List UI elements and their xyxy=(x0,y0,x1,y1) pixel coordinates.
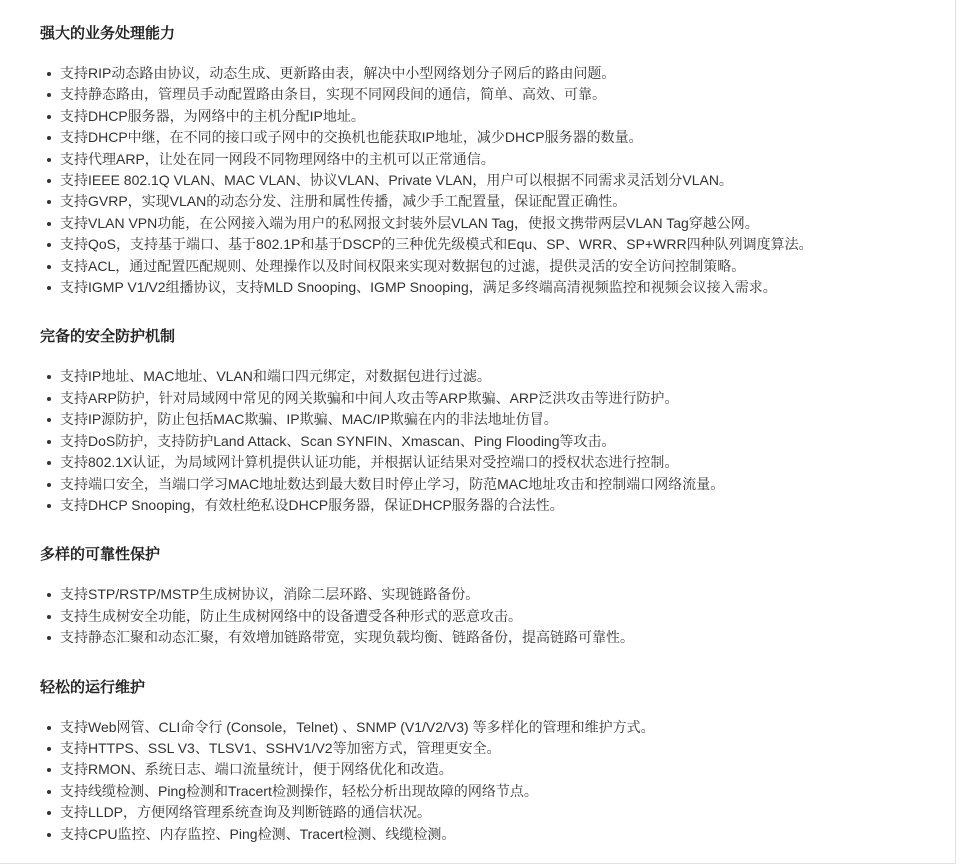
feature-item xyxy=(40,606,915,627)
feature-item xyxy=(40,127,915,148)
feature-item xyxy=(40,759,915,780)
feature-item xyxy=(40,234,915,255)
feature-item-text: 支持DHCP Snooping，有效杜绝私设DHCP服务器，保证DHCP服务器的合法性。 xyxy=(60,496,564,513)
feature-item xyxy=(40,717,915,738)
feature-item xyxy=(40,191,915,212)
bullet-icon xyxy=(47,136,51,140)
bullet-icon xyxy=(47,811,51,815)
feature-list xyxy=(40,366,915,516)
feature-item xyxy=(40,627,915,648)
feature-item-text: 支持RIP动态路由协议，动态生成、更新路由表，解决中小型网络划分子网后的路由问题。 xyxy=(60,65,616,81)
feature-item-text: 支持线缆检测、Ping检测和Tracert检测操作，轻松分析出现故障的网络节点。 xyxy=(60,782,538,799)
bullet-icon xyxy=(47,726,51,730)
feature-item-text: 支持ARP防护，针对局域网中常见的网关欺骗和中间人攻击等ARP欺骗、ARP泛洪攻击等进行防护。 xyxy=(60,389,679,406)
feature-item xyxy=(40,388,915,409)
bullet-icon xyxy=(47,222,51,226)
bullet-icon xyxy=(47,200,51,204)
feature-item xyxy=(40,584,915,605)
feature-item-text: 支持Web网管、CLI命令行 (Console，Telnet) 、SNMP (V1/V2/V3) 等多样化的管理和维护方式。 xyxy=(60,718,655,735)
bullet-icon xyxy=(47,636,51,640)
feature-item xyxy=(40,802,915,823)
feature-item-text: 支持HTTPS、SSL V3、TLSV1、SSHV1/V2等加密方式，管理更安全。 xyxy=(60,739,501,756)
bullet-icon xyxy=(47,243,51,247)
bullet-icon xyxy=(47,72,51,76)
section-title: 轻松的运行维护 xyxy=(40,678,146,696)
feature-item-text: 支持DHCP服务器，为网络中的主机分配IP地址。 xyxy=(60,107,365,124)
feature-item-text: 支持LLDP，方便网络管理系统查询及判断链路的通信状况。 xyxy=(60,804,432,821)
feature-item xyxy=(40,824,915,845)
feature-section xyxy=(40,547,915,648)
feature-section xyxy=(40,329,915,516)
feature-item-text: 支持IEEE 802.1Q VLAN、MAC VLAN、协议VLAN、Private VLAN，用户可以根据不同需求灵活划分VLAN。 xyxy=(60,172,733,189)
feature-section xyxy=(40,26,915,298)
feature-item-text: 支持STP/RSTP/MSTP生成树协议，消除二层环路、实现链路备份。 xyxy=(60,586,480,603)
feature-item xyxy=(40,277,915,298)
bullet-icon xyxy=(47,790,51,794)
bullet-icon xyxy=(47,747,51,751)
feature-list xyxy=(40,63,915,298)
feature-item-text: 支持GVRP，实现VLAN的动态分发、注册和属性传播，减少手工配置量，保证配置正确性。 xyxy=(60,193,627,210)
feature-item xyxy=(40,213,915,234)
bullet-icon xyxy=(47,375,51,379)
feature-item-text: 支持DHCP中继，在不同的接口或子网中的交换机也能获取IP地址，减少DHCP服务器的数量。 xyxy=(60,129,643,146)
feature-item-text: 支持静态汇聚和动态汇聚，有效增加链路带宽，实现负载均衡、链路备份，提高链路可靠性。 xyxy=(60,629,634,646)
bullet-icon xyxy=(47,158,51,162)
feature-item-text: 支持CPU监控、内存监控、Ping检测、Tracert检测、线缆检测。 xyxy=(60,825,456,842)
feature-item-text: 支持IP源防护，防止包括MAC欺骗、IP欺骗、MAC/IP欺骗在内的非法地址仿冒。 xyxy=(60,411,558,428)
bullet-icon xyxy=(47,397,51,401)
feature-item xyxy=(40,781,915,802)
feature-item-text: 支持IGMP V1/V2组播协议，支持MLD Snooping、IGMP Snooping，满足多终端高清视频监控和视频会议接入需求。 xyxy=(60,279,777,296)
feature-item xyxy=(40,409,915,430)
feature-item xyxy=(40,106,915,127)
feature-section xyxy=(40,680,915,845)
feature-item-text: 支持代理ARP，让处在同一网段不同物理网络中的主机可以正常通信。 xyxy=(60,150,495,167)
feature-list xyxy=(40,717,915,845)
feature-item-text: 支持802.1X认证，为局域网计算机提供认证功能，并根据认证结果对受控端口的授权状态进行控制。 xyxy=(60,454,679,471)
feature-item-text: 支持RMON、系统日志、端口流量统计，便于网络优化和改造。 xyxy=(60,761,453,778)
bullet-icon xyxy=(47,440,51,444)
feature-list xyxy=(40,584,915,648)
feature-item-text: 支持DoS防护，支持防护Land Attack、Scan SYNFIN、Xmascan、Ping Flooding等攻击。 xyxy=(60,432,616,449)
feature-item xyxy=(40,495,915,516)
feature-item xyxy=(40,366,915,387)
feature-item xyxy=(40,84,915,105)
section-title: 强大的业务处理能力 xyxy=(40,25,176,42)
feature-item xyxy=(40,256,915,277)
bullet-icon xyxy=(47,833,51,837)
bullet-icon xyxy=(47,265,51,269)
section-title: 多样的可靠性保护 xyxy=(40,546,161,564)
feature-item-text: 支持QoS，支持基于端口、基于802.1P和基于DSCP的三种优先级模式和Equ、SP、WRR、SP+WRR四种队列调度算法。 xyxy=(60,236,813,253)
bullet-icon xyxy=(47,483,51,487)
feature-item-text: 支持静态路由，管理员手动配置路由条目，实现不同网段间的通信，简单、高效、可靠。 xyxy=(60,86,606,103)
feature-item xyxy=(40,474,915,495)
feature-item-text: 支持端口安全，当端口学习MAC地址数达到最大数目时停止学习，防范MAC地址攻击和控制端口网络流量。 xyxy=(60,475,725,492)
feature-item-text: 支持生成树安全功能，防止生成树网络中的设备遭受各种形式的恶意攻击。 xyxy=(60,607,522,624)
feature-item xyxy=(40,452,915,473)
feature-item xyxy=(40,431,915,452)
feature-item-text: 支持ACL，通过配置匹配规则、处理操作以及时间权限来实现对数据包的过滤，提供灵活的安全访问控制策略。 xyxy=(60,257,746,274)
bullet-icon xyxy=(47,286,51,290)
feature-item xyxy=(40,738,915,759)
feature-item xyxy=(40,149,915,170)
bullet-icon xyxy=(47,615,51,619)
feature-item-text: 支持VLAN VPN功能，在公网接入端为用户的私网报文封装外层VLAN Tag，使报文携带两层VLAN Tag穿越公网。 xyxy=(60,214,759,231)
feature-item xyxy=(40,170,915,191)
bullet-icon xyxy=(47,93,51,97)
bullet-icon xyxy=(47,768,51,772)
bullet-icon xyxy=(47,179,51,183)
bullet-icon xyxy=(47,504,51,508)
bullet-icon xyxy=(47,593,51,597)
bullet-icon xyxy=(47,115,51,119)
bullet-icon xyxy=(47,461,51,465)
bullet-icon xyxy=(47,418,51,422)
section-title: 完备的安全防护机制 xyxy=(40,328,176,346)
feature-item-text: 支持IP地址、MAC地址、VLAN和端口四元绑定，对数据包进行过滤。 xyxy=(60,368,491,385)
feature-item xyxy=(40,63,915,84)
